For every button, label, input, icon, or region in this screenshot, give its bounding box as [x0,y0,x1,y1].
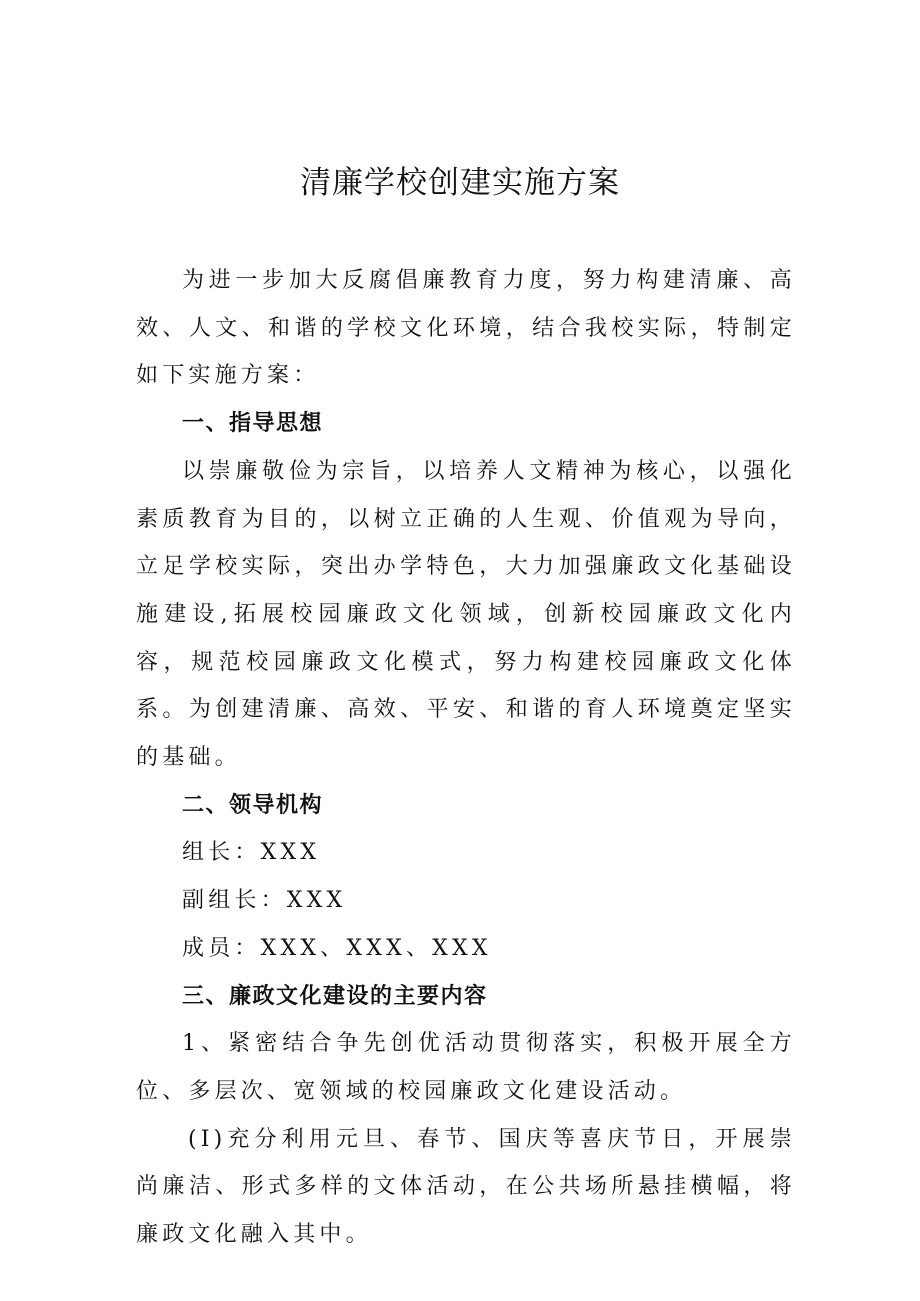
members-line: 成员：XXX、XXX、XXX [182,935,492,961]
document-body [136,257,796,1259]
section-heading-guiding-ideology: 一、指导思想 [182,411,324,437]
deputy-leader-line: 副组长：XXX [182,888,347,914]
main-content-subitem-1: (I)充分利用元旦、春节、国庆等喜庆节日，开展崇尚廉洁、形式多样的文体活动，在公共场所悬挂横幅，将廉政文化融入其中。 [136,1126,796,1248]
document-title: 清廉学校创建实施方案 [300,165,620,201]
section-heading-main-content: 三、廉政文化建设的主要内容 [182,983,488,1009]
intro-paragraph: 为进一步加大反腐倡廉教育力度，努力构建清廉、高效、人文、和谐的学校文化环境，结合我校实际，特制定如下实施方案： [136,268,796,389]
section-heading-leadership: 二、领导机构 [182,792,324,818]
main-content-item-1: 1、紧密结合争先创优活动贯彻落实，积极开展全方位、多层次、宽领域的校园廉政文化建设活动。 [136,1031,796,1104]
leader-line: 组长：XXX [182,840,321,866]
guiding-ideology-paragraph: 以崇廉敬俭为宗旨，以培养人文精神为核心，以强化素质教育为目的，以树立正确的人生观、价值观为导向，立足学校实际，突出办学特色，大力加强廉政文化基础设施建设,拓展校园廉政文化领域，创新校园廉政文化内容，规范校园廉政文化模式，努力构建校园廉政文化体系。为创建清廉、高效、平安、和谐的育人环境奠定坚实的基础。 [136,458,796,771]
